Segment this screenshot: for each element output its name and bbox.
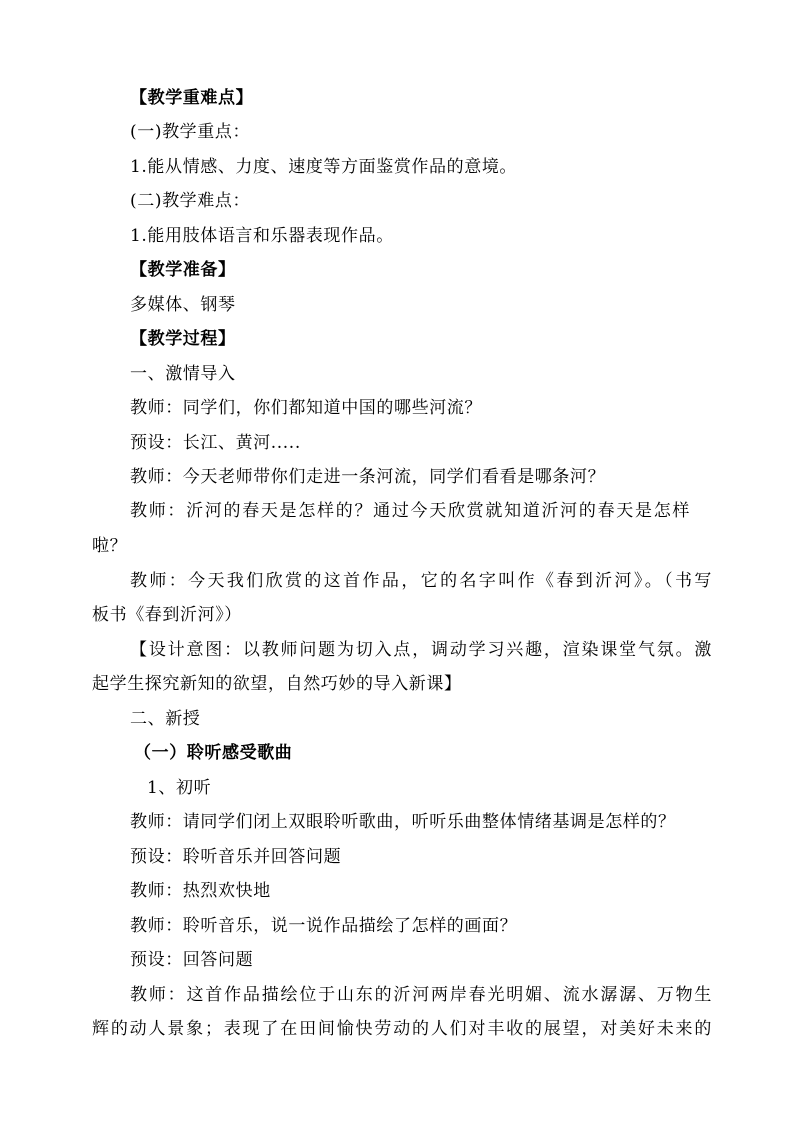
paragraph-line: 预设：聆听音乐并回答问题 [130, 847, 342, 867]
paragraph-line: 教师：热烈欢快地 [130, 881, 271, 901]
paragraph-line: 教师：沂河的春天是怎样的？通过今天欣赏就知道沂河的春天是怎样 [130, 501, 690, 521]
focus-item: 1.能从情感、力度、速度等方面鉴赏作品的意境。 [130, 157, 518, 177]
paragraph-line: 教师：同学们，你们都知道中国的哪些河流？ [130, 398, 482, 418]
subheading-focus: (一)教学重点： [130, 122, 251, 142]
paragraph-line: 板书《春到沂河》） [92, 605, 242, 625]
preparation-text: 多媒体、钢琴 [130, 295, 236, 315]
step-heading-intro: 一、激情导入 [130, 364, 236, 384]
section-heading-preparation: 【教学准备】 [130, 260, 236, 280]
paragraph-line: 教师：今天老师带你们走进一条河流，同学们看看是哪条河？ [130, 467, 606, 487]
paragraph-line: 辉的动人景象；表现了在田间愉快劳动的人们对丰收的展望，对美好未来的 [92, 1019, 712, 1039]
paragraph-line: 预设：长江、黄河..... [130, 433, 301, 453]
paragraph-line: 预设：回答问题 [130, 950, 254, 970]
design-intent-line: 起学生探究新知的欲望，自然巧妙的导入新课】 [92, 674, 462, 694]
design-intent-line: 【设计意图：以教师问题为切入点，调动学习兴趣，渲染课堂气氛。激 [130, 640, 712, 660]
paragraph-line: 教师：今天我们欣赏的这首作品，它的名字叫作《春到沂河》。（书写 [130, 571, 712, 591]
step-heading-new-lesson: 二、新授 [130, 709, 201, 729]
paragraph-line: 教师：请同学们闭上双眼聆听歌曲，听听乐曲整体情绪基调是怎样的？ [130, 812, 676, 832]
paragraph-line: 教师：聆听音乐，说一说作品描绘了怎样的画面？ [130, 916, 518, 936]
subheading-listen: （一）聆听感受歌曲 [134, 743, 293, 763]
paragraph-line: 教师：这首作品描绘位于山东的沂河两岸春光明媚、流水潺潺、万物生 [130, 985, 712, 1005]
subheading-difficulty: (二)教学难点： [130, 191, 251, 211]
paragraph-line: 啦？ [92, 536, 128, 556]
section-heading-process: 【教学过程】 [130, 329, 236, 349]
subheading-first-listen: 1、初听 [147, 778, 212, 798]
section-heading-key-points: 【教学重难点】 [130, 88, 254, 108]
difficulty-item: 1.能用肢体语言和乐器表现作品。 [130, 226, 394, 246]
